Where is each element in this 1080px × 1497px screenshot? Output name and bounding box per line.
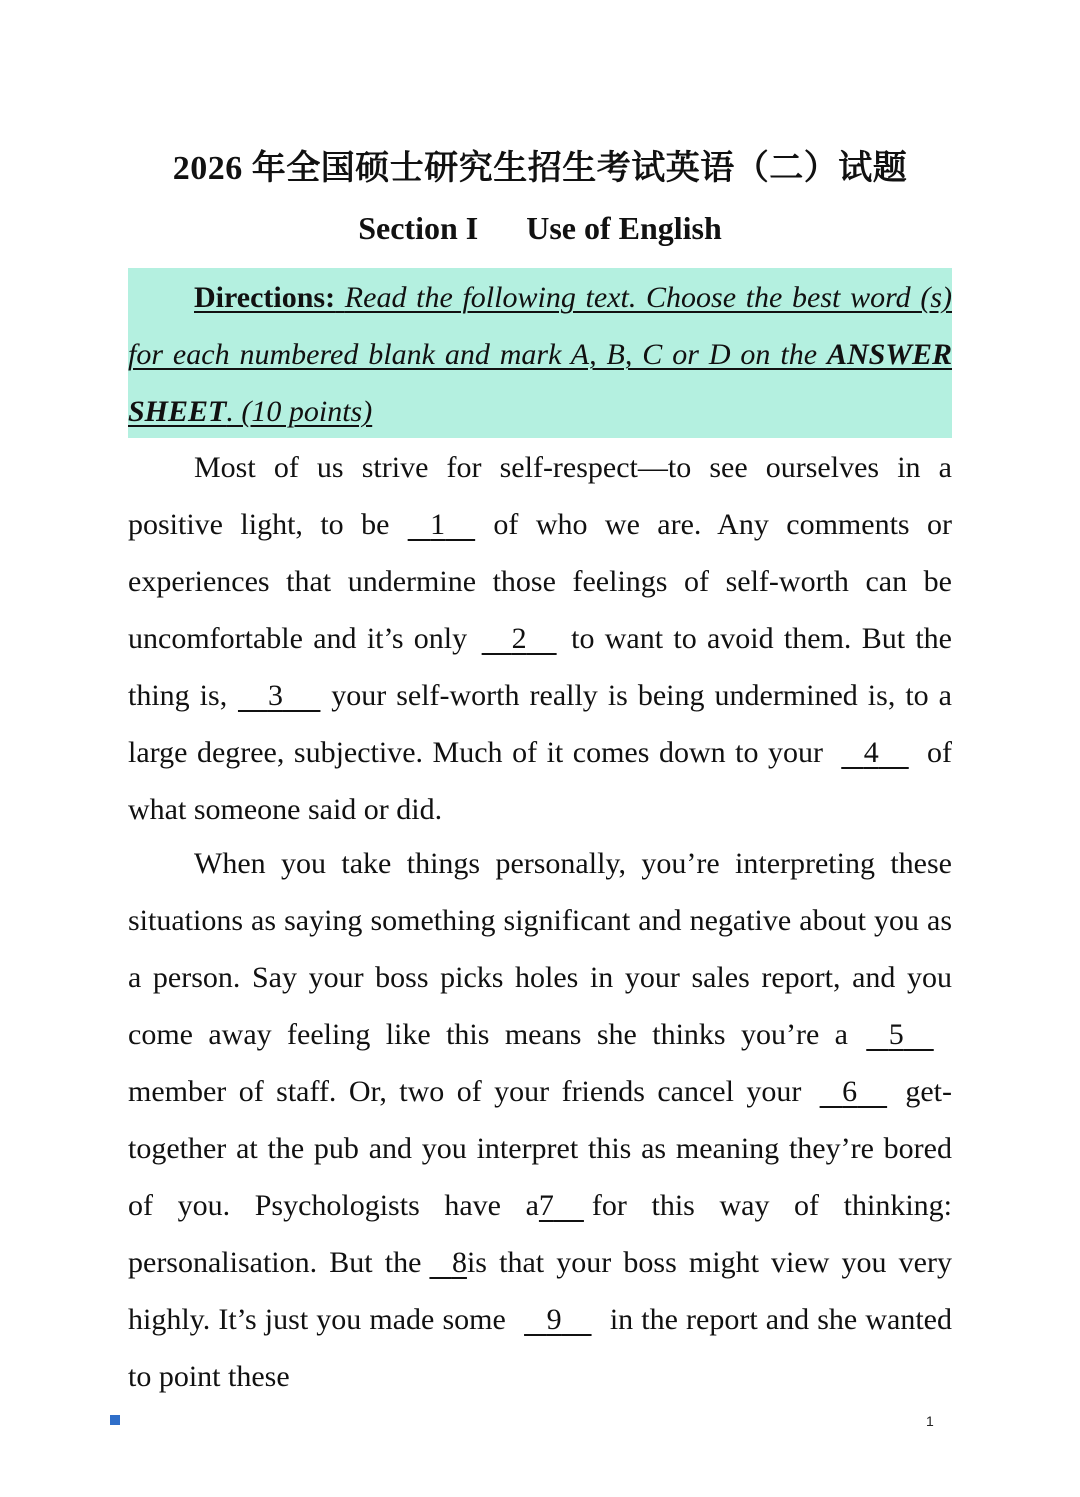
blank-4: 4 [863, 736, 879, 769]
passage-text: your self-worth really is being undermined is, to a large degree, subjective. Much of it comes down to your [128, 679, 952, 769]
blank-8: 8 [451, 1246, 467, 1279]
passage-text: is that your boss might view you very highly. It’s just you made some [128, 1246, 952, 1336]
section-title: Use of English [526, 210, 722, 246]
blank-1: 1 [430, 508, 446, 541]
blank-2: 2 [511, 622, 527, 655]
passage-text: to want to avoid them. But the thing is, [128, 622, 952, 712]
passage-text: for this way of thinking: personalisation. But the [128, 1189, 953, 1279]
passage-text: of what someone said or did. [128, 736, 952, 826]
answer-sheet-label: ANSWER SHEET [128, 338, 952, 428]
page-title: 2026 年全国硕士研究生招生考试英语（二）试题 [172, 150, 908, 187]
blank-7: 7 [538, 1189, 554, 1222]
directions-text [128, 269, 952, 440]
passage-text: When you take things personally, you’re interpreting these situations as saying something significant and negative about you as a person. Say your boss picks holes in your sales report, and you come away feeling like this means she thinks you’re a [128, 847, 952, 1051]
directions-label: Directions: [194, 281, 336, 314]
section-heading [0, 210, 1080, 247]
passage-paragraph-1 [128, 439, 952, 838]
page-number: 1 [926, 1413, 934, 1429]
passage-text: member of staff. Or, two of your friends cancel your [128, 1075, 802, 1108]
passage-text: of who we are. Any comments or experiences that undermine those feelings of self-worth can be uncomfortable and it’s only [128, 508, 952, 655]
passage-text: in the report and she wanted to point these [128, 1303, 952, 1393]
passage-paragraph-2 [128, 835, 952, 1405]
passage-text: Most of us strive for self-respect—to see ourselves in a positive light, to be [128, 451, 952, 541]
directions-points: . (10 points) [226, 395, 373, 428]
blank-5: 5 [888, 1018, 904, 1051]
footer-marker-icon [110, 1415, 120, 1425]
directions-instruction: Read the following text. Choose the best word (s) for each numbered blank and mark A, B, C or D on the [128, 281, 952, 371]
blank-9: 9 [546, 1303, 562, 1336]
passage-text: get-together at the pub and you interpret this as meaning they’re bored of you. Psychologists have a [128, 1075, 952, 1222]
section-label: Section I [358, 210, 479, 246]
blank-6: 6 [842, 1075, 858, 1108]
blank-3: 3 [267, 679, 283, 712]
